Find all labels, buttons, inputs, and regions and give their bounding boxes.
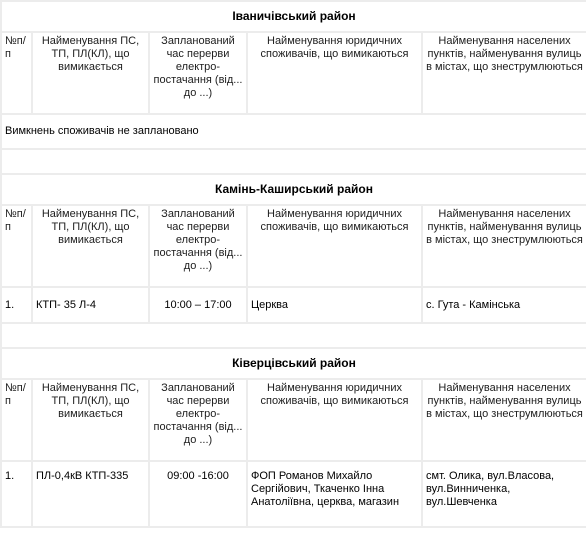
header-settlements: Найменування населених пунктів, найменування вулиць в містах, що знеструмлюються [422, 205, 586, 287]
district-name: Іваничівський район [1, 1, 586, 32]
cell-settlements: с. Гута - Камінська [422, 287, 586, 323]
spacer-row [1, 323, 586, 348]
spacer-row [1, 149, 586, 174]
header-num: №п/п [1, 32, 32, 114]
table-row [1, 287, 586, 323]
header-ps: Найменування ПС, ТП, ПЛ(КЛ), що вимикається [32, 205, 149, 287]
header-consumers: Найменування юридичних споживачів, що вимикаються [247, 205, 422, 287]
header-consumers: Найменування юридичних споживачів, що вимикаються [247, 32, 422, 114]
district-header [1, 174, 586, 205]
header-ps: Найменування ПС, ТП, ПЛ(КЛ), що вимикається [32, 32, 149, 114]
header-time: Запланований час перерви електро-постачання (від... до ...) [149, 32, 247, 114]
no-outage-row [1, 114, 586, 149]
column-headers [1, 379, 586, 461]
cell-num: 1. [1, 461, 32, 527]
cell-time: 09:00 -16:00 [149, 461, 247, 527]
district-name: Камінь-Каширський район [1, 174, 586, 205]
column-headers [1, 32, 586, 114]
header-settlements: Найменування населених пунктів, найменування вулиць в містах, що знеструмлюються [422, 379, 586, 461]
cell-consumers: ФОП Романов Михайло Сергійович, Ткаченко Інна Анатоліївна, церква, магазин [247, 461, 422, 527]
no-outage-note: Вимкнень споживачів не заплановано [1, 114, 586, 149]
cell-time: 10:00 – 17:00 [149, 287, 247, 323]
header-ps: Найменування ПС, ТП, ПЛ(КЛ), що вимикається [32, 379, 149, 461]
district-name: Ківерцівський район [1, 348, 586, 379]
column-headers [1, 205, 586, 287]
cell-ps: ПЛ-0,4кВ КТП-335 [32, 461, 149, 527]
cell-settlements: смт. Олика, вул.Власова, вул.Винниченка, вул.Шевченка [422, 461, 586, 527]
district-header [1, 1, 586, 32]
header-num: №п/п [1, 379, 32, 461]
header-consumers: Найменування юридичних споживачів, що вимикаються [247, 379, 422, 461]
header-num: №п/п [1, 205, 32, 287]
cell-consumers: Церква [247, 287, 422, 323]
header-settlements: Найменування населених пунктів, найменування вулиць в містах, що знеструмлюються [422, 32, 586, 114]
table-row [1, 461, 586, 527]
cell-num: 1. [1, 287, 32, 323]
cell-ps: КТП- 35 Л-4 [32, 287, 149, 323]
header-time: Запланований час перерви електро-постачання (від... до ...) [149, 379, 247, 461]
district-header [1, 348, 586, 379]
header-time: Запланований час перерви електро-постачання (від... до ...) [149, 205, 247, 287]
